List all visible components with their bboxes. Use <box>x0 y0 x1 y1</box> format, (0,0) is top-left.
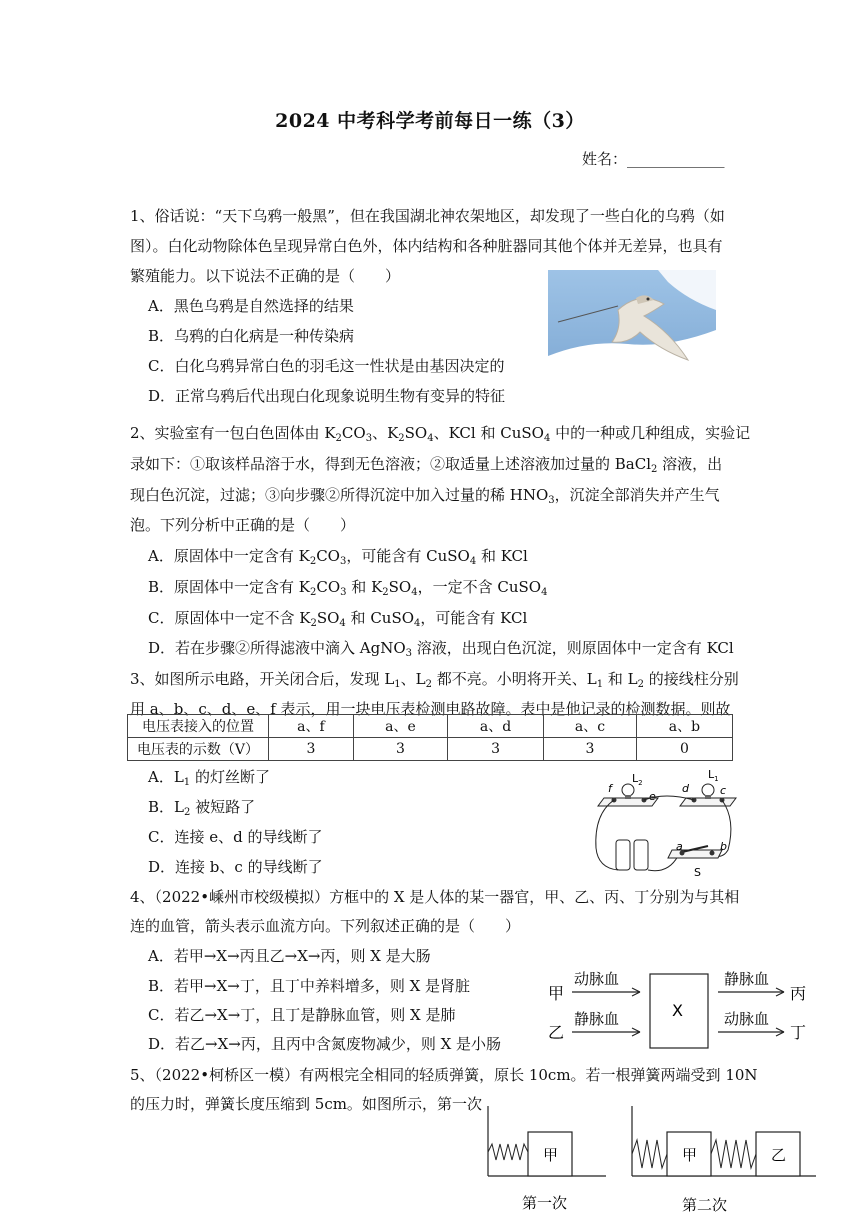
q1-option-b: B．乌鸦的白化病是一种传染病 <box>148 327 355 345</box>
q3-stem-line1: 3、如图所示电路，开关闭合后，发现 $L_1$、$L_2$ 都不亮。小明将开关、$L_1$ 和 $L_2$ 的接线柱分别 <box>130 670 739 690</box>
switch-s-label: S <box>694 866 701 879</box>
bulb-l1-label: $L_1$ <box>708 768 719 783</box>
battery-icon <box>616 840 648 870</box>
venous-blood-label-left: 静脉血 <box>574 1010 620 1028</box>
blood-flow-diagram <box>546 966 810 1056</box>
terminal-e-label: e <box>649 790 656 803</box>
spring-diagram-first <box>486 1104 610 1212</box>
vessel-jia-label: 甲 <box>548 984 565 1003</box>
table-header-row <box>128 715 733 738</box>
table-header-cell: a、f <box>269 715 354 738</box>
q4-option-b: B．若甲→X→丁，且丁中养料增多，则 X 是肾脏 <box>148 977 471 995</box>
q2-stem-line3: 现白色沉淀，过滤；③向步骤②所得沉淀中加入过量的稀 $HNO_3$，沉淀全部消失并产生气 <box>130 486 720 506</box>
name-field-label: 姓名：_____________ <box>582 150 725 168</box>
table-header-cell: a、e <box>353 715 447 738</box>
caption-second: 第二次 <box>682 1196 728 1214</box>
q2-option-a: A．原固体中一定含有 $K_2CO_3$，可能含有 CuSO$_4$ 和 KCl <box>148 547 528 567</box>
q2-stem-line2: 录如下：①取该样品溶于水，得到无色溶液；②取适量上述溶液加过量的 BaCl$_2$ 溶液，出 <box>130 455 723 475</box>
table-cell: 3 <box>447 738 543 761</box>
q2-stem-line4: 泡。下列分析中正确的是（ ） <box>130 516 356 534</box>
table-header-cell: 电压表接入的位置 <box>128 715 269 738</box>
table-cell: 3 <box>353 738 447 761</box>
table-header-cell: a、b <box>636 715 732 738</box>
q1-option-d: D．正常乌鸦后代出现白化现象说明生物有变异的特征 <box>148 387 506 405</box>
q1-stem-line1: 1、俗话说：“天下乌鸦一般黑”，但在我国湖北神农架地区，却发现了一些白化的乌鸦（如 <box>130 207 725 225</box>
vessel-ding-label: 丁 <box>790 1023 807 1042</box>
block-yi-label: 乙 <box>771 1146 787 1164</box>
table-header-cell: a、c <box>544 715 637 738</box>
arterial-blood-label-left: 动脉血 <box>574 970 620 988</box>
q5-stem-line2: 的压力时，弹簧长度压缩到 5cm。如图所示，第一次 <box>130 1095 482 1113</box>
table-cell: 0 <box>636 738 732 761</box>
q2-stem-line1: 2、实验室有一包白色固体由 $K_2CO_3$、$K_2SO_4$、KCl 和 CuSO$_4$ 中的一种或几种组成，实验记 <box>130 424 751 444</box>
terminal-f-label: f <box>608 782 612 795</box>
q2-option-c: C．原固体中一定不含 $K_2SO_4$ 和 CuSO$_4$，可能含有 KCl <box>148 609 528 629</box>
table-cell: 3 <box>544 738 637 761</box>
terminal-b-label: b <box>720 840 727 853</box>
spring-diagram-second <box>630 1104 822 1214</box>
voltage-table <box>127 714 733 761</box>
circuit-diagram <box>590 770 740 880</box>
block-jia-label: 甲 <box>682 1146 698 1164</box>
q4-option-a: A．若甲→X→丙且乙→X→丙，则 X 是大肠 <box>148 947 431 965</box>
vessel-yi-label: 乙 <box>548 1023 565 1042</box>
q4-option-c: C．若乙→X→丁，且丁是静脉血管，则 X 是肺 <box>148 1006 456 1024</box>
q3-option-b: B．$L_2$ 被短路了 <box>148 798 256 818</box>
q4-stem-line1: 4、（2022•嵊州市校级模拟）方框中的 X 是人体的某一器官，甲、乙、丙、丁分别为与其相 <box>130 888 740 906</box>
terminal-d-label: d <box>682 782 689 795</box>
q2-option-b: B．原固体中一定含有 $K_2CO_3$ 和 $K_2SO_4$，一定不含 CuSO$_4$ <box>148 578 548 598</box>
page-title: 2024 中考科学考前每日一练（3） <box>275 110 585 132</box>
q1-stem-line2: 图）。白化动物除体色呈现异常白色外，体内结构和各种脏器同其他个体并无差异，也具有 <box>130 237 723 255</box>
table-header-cell: a、d <box>447 715 543 738</box>
terminal-c-label: c <box>720 784 727 797</box>
arterial-blood-label-right: 动脉血 <box>724 1010 770 1028</box>
terminal-a-label: a <box>676 840 683 853</box>
q1-option-a: A．黑色乌鸦是自然选择的结果 <box>148 297 354 315</box>
vessel-bing-label: 丙 <box>790 984 807 1003</box>
q1-option-c: C．白化乌鸦异常白色的羽毛这一性状是由基因决定的 <box>148 357 505 375</box>
table-cell: 3 <box>269 738 354 761</box>
q3-option-a: A．$L_1$ 的灯丝断了 <box>148 768 270 788</box>
q3-option-d: D．连接 b、c 的导线断了 <box>148 858 323 876</box>
organ-x-label: X <box>672 1001 683 1020</box>
q2-option-d: D．若在步骤②所得滤液中滴入 AgNO$_3$ 溶液，出现白色沉淀，则原固体中一定含有 KCl <box>148 639 734 659</box>
q4-option-d: D．若乙→X→丙，且丙中含氮废物减少，则 X 是小肠 <box>148 1035 502 1053</box>
q5-stem-line1: 5、（2022•柯桥区一模）有两根完全相同的轻质弹簧，原长 10cm。若一根弹簧两端受到 10N <box>130 1066 758 1084</box>
q3-option-c: C．连接 e、d 的导线断了 <box>148 828 323 846</box>
q4-stem-line2: 连的血管，箭头表示血流方向。下列叙述正确的是（ ） <box>130 917 521 935</box>
block-jia-label: 甲 <box>543 1146 559 1164</box>
q1-stem-line3: 繁殖能力。以下说法不正确的是（ ） <box>130 267 401 285</box>
spring-icon <box>488 1144 528 1160</box>
bulb-l2-label: $L_2$ <box>632 772 643 787</box>
q3-stem-line2: 用 a、b、c、d、e、f 表示，用一块电压表检测电路故障。表中是他记录的检测数据。则故 <box>130 700 731 718</box>
table-row <box>128 738 733 761</box>
venous-blood-label-right: 静脉血 <box>724 970 770 988</box>
caption-first: 第一次 <box>522 1194 568 1212</box>
table-cell: 电压表的示数（V） <box>128 738 269 761</box>
spring-icon <box>711 1140 756 1168</box>
spring-icon <box>632 1140 667 1168</box>
white-crow-photo <box>548 270 716 380</box>
